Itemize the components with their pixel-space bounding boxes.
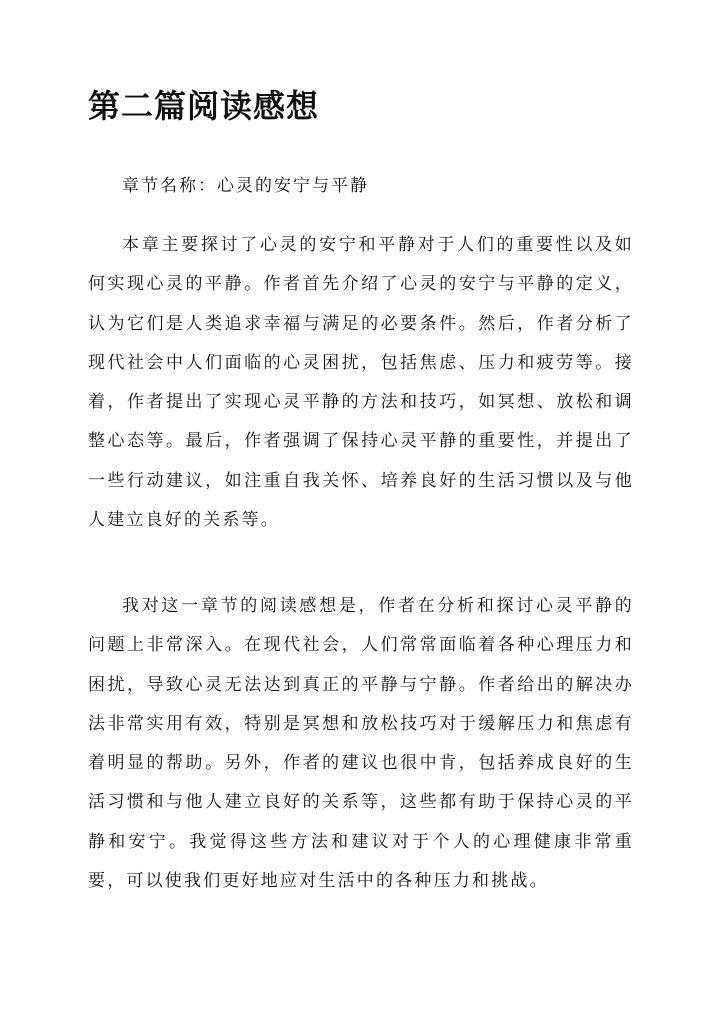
paragraph-reflection: 我对这一章节的阅读感想是，作者在分析和探讨心灵平静的问题上非常深入。在现代社会，人们常常面临着各种心理压力和困扰，导致心灵无法达到真正的平静与宁静。作者给出的解决办法非常实用有效，特别是冥想和放松技巧对于缓解压力和焦虑有着明显的帮助。另外，作者的建议也很中肯，包括养成良好的生活习惯和与他人建立良好的关系等，这些都有助于保持心灵的平静和安宁。我觉得这些方法和建议对于个人的心理健康非常重要，可以使我们更好地应对生活中的各种压力和挑战。 — [88, 596, 634, 892]
chapter-name-line: 章节名称：心灵的安宁与平静 — [122, 176, 369, 196]
paragraph-summary: 本章主要探讨了心灵的安宁和平静对于人们的重要性以及如何实现心灵的平静。作者首先介绍了心灵的安宁与平静的定义，认为它们是人类追求幸福与满足的必要条件。然后，作者分析了现代社会中人们面临的心灵困扰，包括焦虑、压力和疲劳等。接着，作者提出了实现心灵平静的方法和技巧，如冥想、放松和调整心态等。最后，作者强调了保持心灵平静的重要性，并提出了一些行动建议，如注重自我关怀、培养良好的生活习惯以及与他人建立良好的关系等。 — [88, 235, 634, 531]
document-title: 第二篇阅读感想 — [88, 87, 320, 125]
